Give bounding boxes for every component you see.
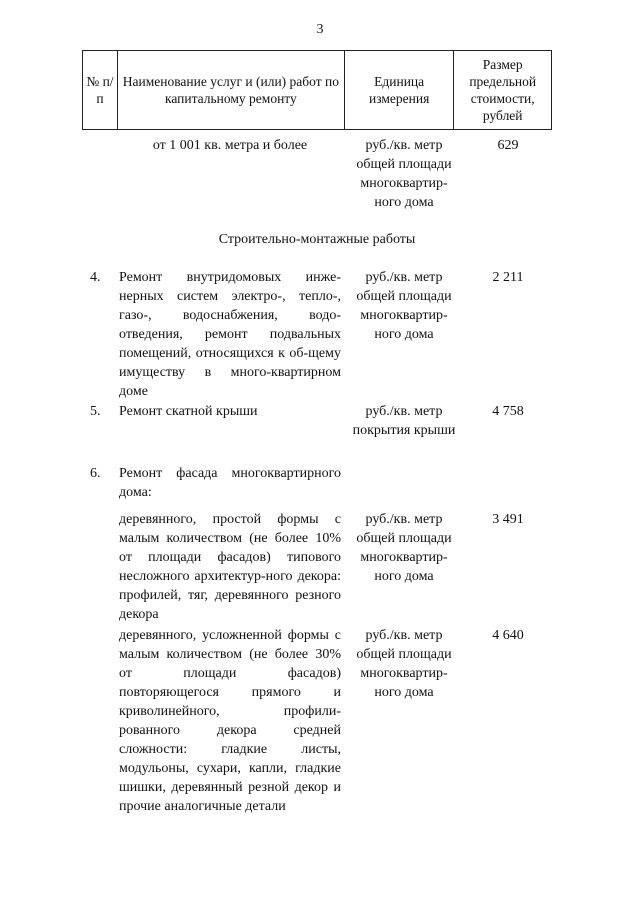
row-number: 5. [90,404,101,419]
row-cost: 2 211 [492,270,524,285]
row-unit: руб./кв. метр общей площади многоквартир-ного дома [356,270,452,342]
row-unit: руб./кв. метр покрытия крыши [352,404,456,438]
row-cost: 4 758 [492,404,524,419]
row-name: Ремонт скатной крыши [119,404,258,419]
row-unit: руб./кв. метр общей площади многоквартир-ного дома [356,138,452,210]
table-header [82,50,552,130]
row-name: Ремонт внутридомовых инже-нерных систем электро-, тепло-, газо-, водоснабжения, водо-отведения, ремонт подвальных помещений, относящихся к об-щему имуществу в много-квартирном доме [119,270,341,399]
row-name: от 1 001 кв. метра и более [152,138,308,153]
header-max-cost: Размер предельной стоимости, рублей [469,57,537,123]
row-number: 4. [90,270,101,285]
row-cost: 4 640 [492,628,524,643]
header-number: № п/п [83,51,118,129]
row-cost: 3 491 [492,512,524,527]
row-name: деревянного, усложненной формы с малым количеством (не более 30% от площади фасадов) повторяющегося прямого и криволинейного, профили-рованного декора средней сложности: гладкие листы, модульоны, сухари, капли, гладкие шишки, деревянный резной декор и прочие аналогичные детали [119,628,341,814]
row-cost: 629 [497,138,519,153]
header-unit: Единица измерения [345,51,455,129]
section-title: Строительно-монтажные работы [218,232,416,247]
row-unit: руб./кв. метр общей площади многоквартир-ного дома [356,512,452,584]
row-name: деревянного, простой формы с малым количеством (не более 10% от площади фасадов) типового несложного архитектур-ного декора: профилей, тяг, деревянного резного декора [119,512,341,622]
row-number: 6. [90,466,101,481]
row-unit: руб./кв. метр общей площади многоквартир-ного дома [356,628,452,700]
page-number: 3 [316,22,324,37]
row-name: Ремонт фасада многоквартирного дома: [119,466,341,500]
header-service-name: Наименование услуг и (или) работ по капитальному ремонту [118,51,345,129]
